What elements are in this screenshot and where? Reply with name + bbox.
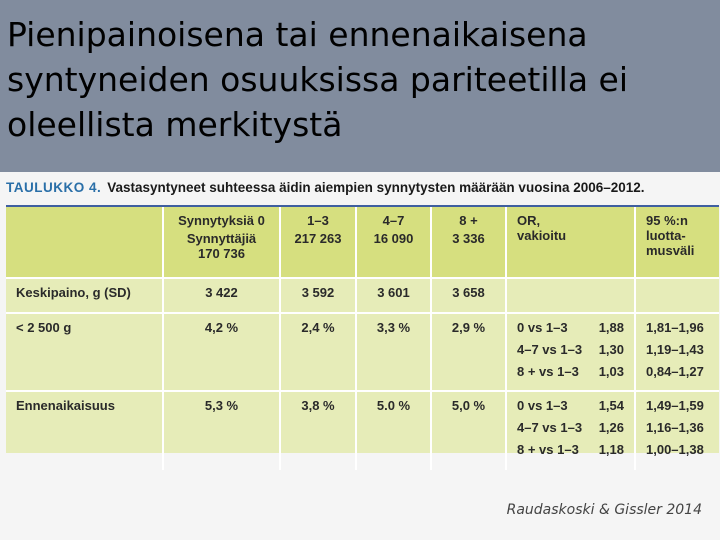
comparison — [517, 442, 634, 464]
header-text: 3 336 — [452, 231, 485, 246]
table-header-row — [6, 207, 719, 278]
cell-value: 5.0 % — [356, 391, 431, 470]
comparison-label: 8 + vs 1–3 — [517, 364, 579, 379]
cell-or — [506, 278, 635, 313]
cell-or — [506, 391, 635, 470]
row-label: < 2 500 g — [6, 313, 163, 391]
header-text: 1–3 — [307, 213, 329, 228]
header-text: 95 %:n — [646, 213, 688, 228]
cell-value: 2,9 % — [431, 313, 506, 391]
header-or — [506, 207, 635, 278]
cell-value: 3 601 — [356, 278, 431, 313]
cell-value: 3,8 % — [280, 391, 356, 470]
confidence-interval: 1,00–1,38 — [646, 442, 704, 457]
data-table-container — [6, 205, 719, 457]
comparison — [517, 342, 634, 364]
header-text: vakioitu — [517, 228, 567, 243]
cell-ci — [635, 391, 719, 470]
table-caption-text: Vastasyntyneet suhteessa äidin aiempien synnytysten määrään vuosina 2006–2012. — [107, 180, 645, 195]
header-parity-4-7 — [356, 207, 431, 278]
confidence-interval: 1,81–1,96 — [646, 320, 704, 335]
header-empty — [6, 207, 163, 278]
header-text: 4–7 — [382, 213, 405, 228]
odds-ratio: 1,26 — [598, 420, 624, 435]
comparison-label: 4–7 vs 1–3 — [517, 342, 583, 357]
source-citation: Raudaskoski & Gissler 2014 — [506, 502, 702, 518]
header-parity-1-3 — [280, 207, 356, 278]
row-label: Keskipaino, g (SD) — [6, 278, 163, 313]
slide-title: Pienipainoisena tai ennenaikaisena syntyneiden osuuksissa pariteetilla ei oleellista merkitystä — [7, 15, 629, 144]
cell-value: 3 658 — [431, 278, 506, 313]
odds-ratio: 1,54 — [598, 398, 624, 413]
cell-or — [506, 313, 635, 391]
cell-ci — [635, 278, 719, 313]
data-table — [6, 207, 719, 470]
odds-ratio: 1,30 — [598, 342, 624, 357]
cell-ci — [635, 313, 719, 391]
confidence-interval: 1,16–1,36 — [646, 420, 704, 435]
cell-value: 5,0 % — [431, 391, 506, 470]
header-text: Synnytyksiä 0 — [178, 213, 265, 228]
cell-value: 2,4 % — [280, 313, 356, 391]
header-ci — [635, 207, 719, 278]
cell-value: 3 592 — [280, 278, 356, 313]
row-label: Ennenaikaisuus — [6, 391, 163, 470]
comparison-label: 0 vs 1–3 — [517, 398, 568, 413]
odds-ratio: 1,03 — [598, 364, 624, 379]
cell-value: 4,2 % — [163, 313, 280, 391]
header-text: 8 + — [459, 213, 478, 228]
header-text: 170 736 — [198, 246, 245, 261]
table-row — [6, 391, 719, 470]
header-text: OR, — [517, 213, 541, 228]
header-text: Synnyttäjiä — [186, 231, 257, 246]
header-parity-0 — [163, 207, 280, 278]
comparison-label: 4–7 vs 1–3 — [517, 420, 583, 435]
comparison — [517, 398, 634, 420]
odds-ratio: 1,88 — [598, 320, 624, 335]
table-row — [6, 313, 719, 391]
comparison — [517, 364, 634, 386]
odds-ratio: 1,18 — [598, 442, 624, 457]
table-caption — [6, 180, 645, 195]
comparison-label: 0 vs 1–3 — [517, 320, 568, 335]
header-parity-8plus — [431, 207, 506, 278]
confidence-interval: 0,84–1,27 — [646, 364, 704, 379]
cell-value: 3 422 — [163, 278, 280, 313]
confidence-interval: 1,19–1,43 — [646, 342, 704, 357]
header-text: 16 090 — [373, 231, 414, 246]
header-text: luotta- — [646, 228, 686, 243]
table-caption-tag: TAULUKKO 4. — [6, 180, 102, 195]
comparison-label: 8 + vs 1–3 — [517, 442, 579, 457]
cell-value: 5,3 % — [163, 391, 280, 470]
cell-value: 3,3 % — [356, 313, 431, 391]
table-row — [6, 278, 719, 313]
comparison — [517, 420, 634, 442]
title-bar — [0, 0, 720, 172]
header-text: musväli — [646, 243, 695, 258]
header-text: 217 263 — [294, 231, 342, 246]
comparison — [517, 320, 634, 342]
confidence-interval: 1,49–1,59 — [646, 398, 704, 413]
